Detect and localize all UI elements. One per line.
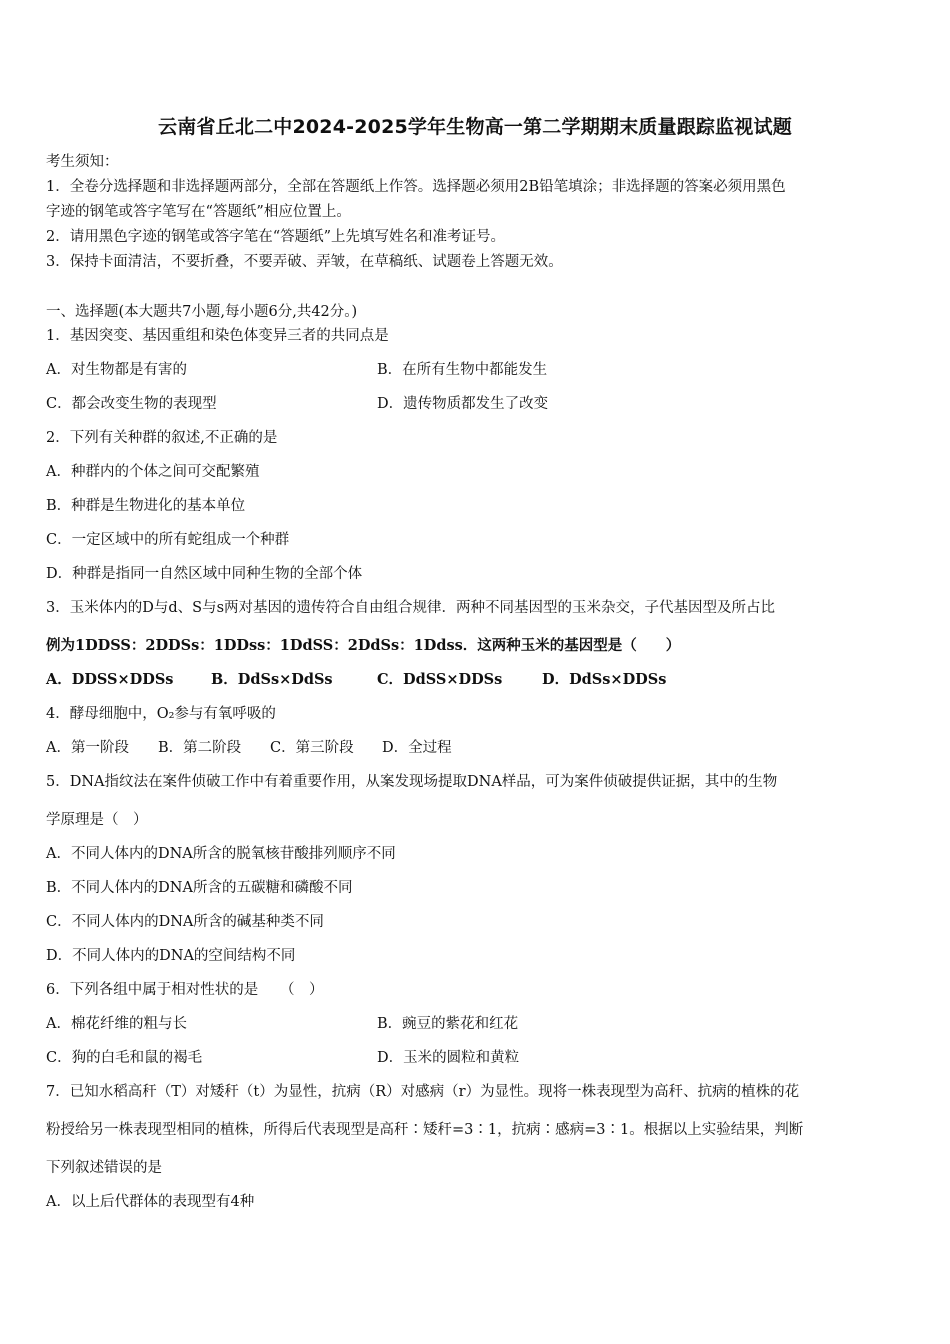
question-3-stem-line-1: 3．玉米体内的D与d、S与s两对基因的遗传符合自由组合规律．两种不同基因型的玉米杂交，子代基因型及所占比 bbox=[46, 600, 776, 616]
question-2-option-b: B．种群是生物进化的基本单位 bbox=[46, 498, 246, 514]
question-6-stem: 6．下列各组中属于相对性状的是 （ ） bbox=[46, 982, 324, 998]
question-6-options-row-2 bbox=[46, 1048, 908, 1068]
question-5-option-d: D．不同人体内的DNA的空间结构不同 bbox=[46, 948, 296, 964]
question-4-option-b: B．第二阶段 bbox=[158, 740, 242, 756]
question-6-option-d: D．玉米的圆粒和黄粒 bbox=[377, 1050, 520, 1066]
question-7-stem-line-3: 下列叙述错误的是 bbox=[46, 1160, 162, 1176]
question-3-option-b: B．DdSs×DdSs bbox=[211, 671, 333, 688]
notice-item-2: 2．请用黑色字迹的钢笔或答字笔在“答题纸”上先填写姓名和准考证号。 bbox=[46, 229, 506, 245]
question-6-options-row-1 bbox=[46, 1014, 908, 1034]
question-1-options-row-2 bbox=[46, 394, 908, 414]
question-1-option-c: C．都会改变生物的表现型 bbox=[46, 396, 217, 412]
question-6-option-c: C．狗的白毛和鼠的褐毛 bbox=[46, 1050, 203, 1066]
question-2-option-d: D．种群是指同一自然区域中同种生物的全部个体 bbox=[46, 566, 363, 582]
question-1-option-b: B．在所有生物中都能发生 bbox=[377, 362, 548, 378]
question-5-stem-line-1: 5．DNA指纹法在案件侦破工作中有着重要作用，从案发现场提取DNA样品，可为案件侦破提供证据，其中的生物 bbox=[46, 774, 778, 790]
question-5-option-c: C．不同人体内的DNA所含的碱基种类不同 bbox=[46, 914, 324, 930]
question-2-stem: 2．下列有关种群的叙述,不正确的是 bbox=[46, 430, 278, 446]
question-1-option-a: A．对生物都是有害的 bbox=[46, 362, 187, 378]
question-6-option-a: A．棉花纤维的粗与长 bbox=[46, 1016, 187, 1032]
question-1-stem: 1．基因突变、基因重组和染色体变异三者的共同点是 bbox=[46, 328, 389, 344]
section-heading: 一、选择题(本大题共7小题,每小题6分,共42分。) bbox=[46, 304, 358, 320]
question-2-option-c: C．一定区域中的所有蛇组成一个种群 bbox=[46, 532, 290, 548]
question-4-option-d: D．全过程 bbox=[382, 740, 452, 756]
notice-item-1: 1．全卷分选择题和非选择题两部分，全部在答题纸上作答。选择题必须用2B铅笔填涂；非选择题的答案必须用黑色 bbox=[46, 179, 786, 195]
question-4-option-c: C．第三阶段 bbox=[270, 740, 354, 756]
question-2-option-a: A．种群内的个体之间可交配繁殖 bbox=[46, 464, 260, 480]
notice-item-1-cont: 字迹的钢笔或答字笔写在“答题纸”相应位置上。 bbox=[46, 204, 351, 220]
question-7-stem-line-1: 7．已知水稻高秆（T）对矮秆（t）为显性，抗病（R）对感病（r）为显性。现将一株表现型为高秆、抗病的植株的花 bbox=[46, 1084, 800, 1100]
notice-heading: 考生须知： bbox=[46, 154, 119, 170]
page-title: 云南省丘北二中2024-2025学年生物高一第二学期期末质量跟踪监视试题 bbox=[158, 116, 792, 138]
question-3-option-d: D．DdSs×DDSs bbox=[542, 671, 667, 688]
question-3-stem-line-2: 例为1DDSS：2DDSs：1DDss：1DdSS：2DdSs：1Ddss．这两种玉米的基因型是（ ） bbox=[46, 637, 681, 654]
question-5-option-b: B．不同人体内的DNA所含的五碳糖和磷酸不同 bbox=[46, 880, 353, 896]
question-3-option-c: C．DdSS×DDSs bbox=[377, 671, 503, 688]
question-4-option-a: A．第一阶段 bbox=[46, 740, 129, 756]
question-1-options-row-1 bbox=[46, 360, 908, 380]
question-3-option-a: A．DDSS×DDSs bbox=[46, 671, 174, 688]
question-5-stem-line-2: 学原理是（ ） bbox=[46, 812, 148, 828]
question-1-option-d: D．遗传物质都发生了改变 bbox=[377, 396, 549, 412]
question-5-option-a: A．不同人体内的DNA所含的脱氧核苷酸排列顺序不同 bbox=[46, 846, 396, 862]
notice-item-3: 3．保持卡面清洁，不要折叠，不要弄破、弄皱，在草稿纸、试题卷上答题无效。 bbox=[46, 254, 563, 270]
question-7-option-a: A．以上后代群体的表现型有4种 bbox=[46, 1194, 255, 1210]
question-7-stem-line-2: 粉授给另一株表现型相同的植株，所得后代表现型是高秆∶矮秆=3∶1，抗病∶感病=3∶1。根据以上实验结果，判断 bbox=[46, 1122, 804, 1138]
question-6-option-b: B．豌豆的紫花和红花 bbox=[377, 1016, 519, 1032]
question-4-stem: 4．酵母细胞中，O₂参与有氧呼吸的 bbox=[46, 706, 276, 722]
